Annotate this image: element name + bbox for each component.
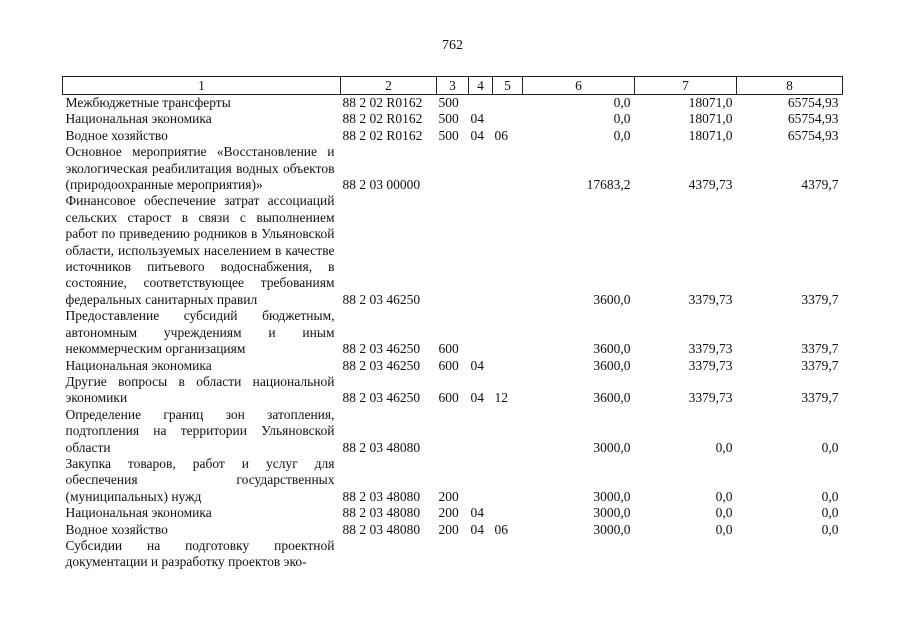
- row-col4-cell: 04: [470, 390, 484, 406]
- row-code-cell: 88 2 03 00000: [342, 177, 421, 193]
- row-name-cell: Национальная экономика: [65, 111, 212, 127]
- row-name-cell: Финансовое обеспечение затрат ассоциаций сельских старост в связи с выполнением работ по приведению родников в Ульяновской области, используемых населением в качестве источников питьевого водоснабжения, в состояние, соответствующее требованиям федеральных санитарных правил: [65, 193, 335, 307]
- row-name-cell: Определение границ зон затопления, подтопления на территории Ульяновской области: [65, 406, 335, 455]
- row-col6-cell: 17683,2: [586, 177, 631, 193]
- row-col6-cell: 3000,0: [593, 439, 631, 455]
- row-col7-cell: [635, 538, 737, 571]
- table-row: [63, 522, 843, 538]
- table-row: [63, 144, 843, 193]
- row-name-cell: Основное мероприятие «Восстановление и экологическая реабилитация водных объектов (природоохранные мероприятия)»: [65, 144, 335, 193]
- row-code-cell: 88 2 02 R0162: [342, 95, 423, 110]
- row-col6-cell: 3000,0: [593, 488, 631, 504]
- row-col4-cell: 04: [470, 111, 484, 127]
- row-col5-cell: [493, 505, 523, 521]
- row-name-cell: Закупка товаров, работ и услуг для обеспечения государственных (муниципальных) нужд: [65, 455, 335, 504]
- row-col7-cell: 0,0: [715, 439, 733, 455]
- row-code-cell: 88 2 03 46250: [342, 341, 421, 357]
- row-col6-cell: 3600,0: [593, 291, 631, 307]
- row-name-cell: Водное хозяйство: [65, 521, 168, 537]
- row-col5-cell: [493, 538, 523, 571]
- row-col6-cell: 0,0: [613, 95, 631, 110]
- table-row: [63, 374, 843, 407]
- row-col5-cell: [493, 308, 523, 357]
- header-cell: 3: [437, 77, 469, 95]
- row-name-cell: Национальная экономика: [65, 505, 212, 521]
- row-col4-cell: 04: [470, 127, 484, 143]
- row-col5-cell: [493, 111, 523, 127]
- table-header: [63, 77, 843, 95]
- row-col7-cell: 3379,73: [688, 291, 733, 307]
- row-col3-cell: 200: [438, 488, 459, 504]
- budget-table: [62, 76, 843, 571]
- row-col5-cell: [493, 144, 523, 193]
- header-cell: 4: [469, 77, 493, 95]
- row-col8-cell: 65754,93: [787, 127, 839, 143]
- row-code-cell: [341, 538, 437, 571]
- row-code-cell: 88 2 03 46250: [342, 390, 421, 406]
- row-col8-cell: [737, 538, 843, 571]
- row-col6-cell: [523, 538, 635, 571]
- row-col8-cell: 3379,7: [801, 357, 839, 373]
- row-code-cell: 88 2 03 48080: [342, 505, 421, 521]
- row-col5-cell: [493, 456, 523, 505]
- row-col5-cell: 06: [494, 127, 508, 143]
- row-code-cell: 88 2 03 48080: [342, 488, 421, 504]
- row-col6-cell: 3600,0: [593, 341, 631, 357]
- row-col4-cell: [469, 456, 493, 505]
- row-col7-cell: 3379,73: [688, 357, 733, 373]
- row-col6-cell: 3000,0: [593, 505, 631, 521]
- row-col4-cell: [469, 538, 493, 571]
- row-code-cell: 88 2 03 46250: [342, 357, 421, 373]
- row-col8-cell: 3379,7: [801, 341, 839, 357]
- header-cell: 5: [493, 77, 523, 95]
- row-col4-cell: [469, 95, 493, 112]
- header-cell: 2: [341, 77, 437, 95]
- row-col5-cell: 12: [494, 390, 508, 406]
- row-col3-cell: 200: [438, 521, 459, 537]
- row-col8-cell: 3379,7: [801, 390, 839, 406]
- row-col6-cell: 0,0: [613, 127, 631, 143]
- row-col5-cell: [493, 193, 523, 308]
- row-col6-cell: 3000,0: [593, 521, 631, 537]
- row-col8-cell: 0,0: [821, 505, 839, 521]
- header-row: [63, 77, 843, 95]
- row-col7-cell: 18071,0: [688, 111, 733, 127]
- row-col4-cell: [469, 308, 493, 357]
- row-col6-cell: 3600,0: [593, 390, 631, 406]
- row-col3-cell: 600: [438, 341, 459, 357]
- table-row: [63, 456, 843, 505]
- row-col4-cell: [469, 407, 493, 456]
- row-col3-cell: [437, 144, 469, 193]
- header-cell: 1: [63, 77, 341, 95]
- row-col7-cell: 18071,0: [688, 127, 733, 143]
- row-col7-cell: 18071,0: [688, 95, 733, 110]
- row-code-cell: 88 2 03 46250: [342, 291, 421, 307]
- row-col8-cell: 0,0: [821, 488, 839, 504]
- row-col5-cell: [493, 95, 523, 112]
- row-col3-cell: [437, 193, 469, 308]
- row-code-cell: 88 2 03 48080: [342, 521, 421, 537]
- table-row: [63, 505, 843, 521]
- row-name-cell: Водное хозяйство: [65, 127, 168, 143]
- header-cell: 7: [635, 77, 737, 95]
- row-col8-cell: 3379,7: [801, 291, 839, 307]
- row-col3-cell: 600: [438, 390, 459, 406]
- row-col8-cell: 0,0: [821, 439, 839, 455]
- table-body: [63, 95, 843, 571]
- row-name-cell: Предоставление субсидий бюджетным, автономным учреждениям и иным некоммерческим организациям: [65, 308, 335, 357]
- row-col3-cell: 200: [438, 505, 459, 521]
- row-col8-cell: 4379,7: [801, 177, 839, 193]
- row-col7-cell: 0,0: [715, 505, 733, 521]
- row-col6-cell: 3600,0: [593, 357, 631, 373]
- table-row: [63, 407, 843, 456]
- row-col7-cell: 3379,73: [688, 341, 733, 357]
- table-row: [63, 358, 843, 374]
- row-col3-cell: [437, 538, 469, 571]
- row-col6-cell: 0,0: [613, 111, 631, 127]
- row-name-cell: Другие вопросы в области национальной экономики: [65, 373, 335, 406]
- row-code-cell: 88 2 02 R0162: [342, 111, 423, 127]
- table-row: [63, 95, 843, 112]
- row-col4-cell: [469, 193, 493, 308]
- row-col7-cell: 3379,73: [688, 390, 733, 406]
- header-cell: 8: [737, 77, 843, 95]
- row-col3-cell: 500: [438, 95, 459, 110]
- row-col8-cell: 65754,93: [787, 111, 839, 127]
- row-code-cell: 88 2 03 48080: [342, 439, 421, 455]
- row-col4-cell: 04: [470, 521, 484, 537]
- row-col7-cell: 4379,73: [688, 177, 733, 193]
- row-col3-cell: 500: [438, 127, 459, 143]
- row-col4-cell: 04: [470, 357, 484, 373]
- row-col3-cell: [437, 407, 469, 456]
- table-row: [63, 111, 843, 127]
- row-col8-cell: 65754,93: [787, 95, 839, 110]
- table-row: [63, 308, 843, 357]
- row-col5-cell: [493, 358, 523, 374]
- row-name-cell: Межбюджетные трансферты: [65, 95, 231, 110]
- table-row: [63, 128, 843, 144]
- row-col7-cell: 0,0: [715, 488, 733, 504]
- row-name-cell: Субсидии на подготовку проектной документации и разработку проектов эко-: [65, 537, 335, 570]
- row-name-cell: Национальная экономика: [65, 357, 212, 373]
- row-col3-cell: 500: [438, 111, 459, 127]
- table-row: [63, 538, 843, 571]
- row-col8-cell: 0,0: [821, 521, 839, 537]
- row-col5-cell: [493, 407, 523, 456]
- row-code-cell: 88 2 02 R0162: [342, 127, 423, 143]
- row-col4-cell: 04: [470, 505, 484, 521]
- table-row: [63, 193, 843, 308]
- row-col4-cell: [469, 144, 493, 193]
- header-cell: 6: [523, 77, 635, 95]
- page-number: 762: [442, 38, 463, 53]
- row-col5-cell: 06: [494, 521, 508, 537]
- row-col3-cell: 600: [438, 357, 459, 373]
- row-col7-cell: 0,0: [715, 521, 733, 537]
